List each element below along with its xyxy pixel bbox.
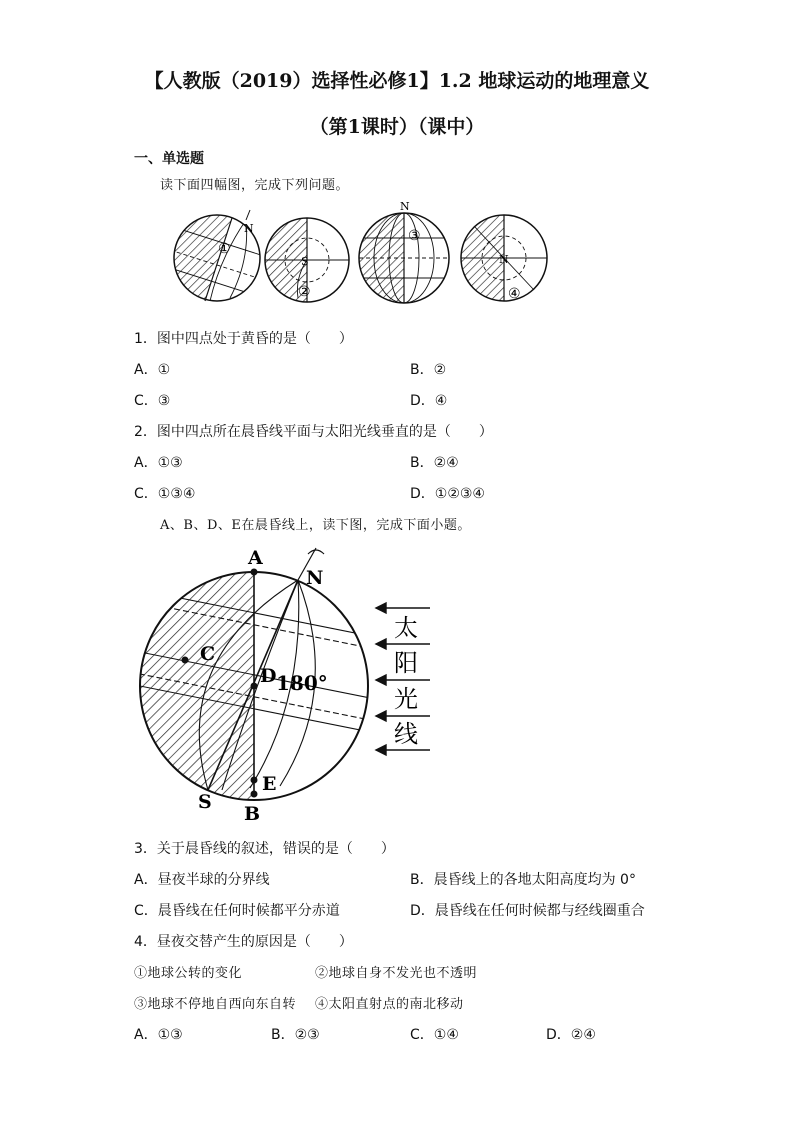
four-globes-figure — [160, 198, 560, 310]
sun-char-4: 线 — [394, 720, 418, 748]
q4-statement-3: ③地球不停地自西向东自转 — [134, 997, 297, 1012]
globe4-north-label: N — [499, 253, 509, 266]
marker-1: ① — [218, 241, 231, 257]
q1-option-b[interactable]: B．② — [410, 362, 447, 378]
question-3-stem: 3．关于晨昏线的叙述，错误的是（ ） — [134, 841, 395, 857]
point-c-dot — [182, 657, 189, 664]
q2-option-a[interactable]: A．①③ — [134, 455, 183, 471]
globe3-north-label: N — [400, 200, 410, 213]
q4-statement-4: ④太阳直射点的南北移动 — [315, 997, 464, 1012]
q4-option-d[interactable]: D．②④ — [546, 1027, 596, 1043]
label-s: S — [198, 791, 212, 813]
label-d: D — [260, 665, 277, 687]
q4-statement-1: ①地球公转的变化 — [134, 966, 243, 981]
page-title: 【人教版（2019）选择性必修1】1.2 地球运动的地理意义 — [144, 70, 650, 92]
point-a-dot — [251, 569, 258, 576]
intro-text-2: A、B、D、E在晨昏线上，读下图，完成下面小题。 — [160, 518, 471, 533]
q4-option-a[interactable]: A．①③ — [134, 1027, 183, 1043]
q1-option-c[interactable]: C．③ — [134, 393, 171, 409]
q3-option-b[interactable]: B．晨昏线上的各地太阳高度均为 0° — [410, 872, 636, 888]
label-e: E — [262, 773, 277, 795]
sun-char-1: 太 — [394, 614, 418, 642]
globe2-south-label: S — [301, 255, 309, 268]
q2-option-b[interactable]: B．②④ — [410, 455, 459, 471]
q4-option-c[interactable]: C．①④ — [410, 1027, 459, 1043]
point-d-dot — [251, 683, 258, 690]
question-4-stem: 4．昼夜交替产生的原因是（ ） — [134, 934, 353, 950]
q3-option-c[interactable]: C．晨昏线在任何时候都平分赤道 — [134, 903, 340, 919]
intro-text-1: 读下面四幅图，完成下列问题。 — [160, 178, 350, 193]
label-180: 180° — [276, 671, 328, 695]
label-c: C — [200, 643, 216, 665]
page-subtitle: （第1课时）（课中） — [309, 116, 485, 138]
q3-option-a[interactable]: A．昼夜半球的分界线 — [134, 872, 270, 888]
globe1-north-label: N — [244, 222, 254, 235]
marker-2: ② — [298, 284, 311, 300]
globe-3 — [359, 213, 449, 303]
sun-char-2: 阳 — [394, 649, 418, 677]
marker-3: ③ — [408, 228, 421, 244]
label-n: N — [306, 567, 324, 589]
label-b: B — [244, 803, 261, 825]
point-e-dot — [251, 777, 258, 784]
label-a: A — [248, 547, 263, 569]
section-heading: 一、单选题 — [134, 151, 204, 167]
point-b-dot — [251, 791, 258, 798]
marker-4: ④ — [508, 286, 521, 302]
q1-option-a[interactable]: A．① — [134, 362, 171, 378]
sun-char-3: 光 — [394, 685, 418, 713]
q2-option-d[interactable]: D．①②③④ — [410, 486, 485, 502]
terminator-globe-figure — [130, 540, 440, 828]
q4-option-b[interactable]: B．②③ — [271, 1027, 320, 1043]
q3-option-d[interactable]: D．晨昏线在任何时候都与经线圈重合 — [410, 903, 645, 919]
q1-option-d[interactable]: D．④ — [410, 393, 448, 409]
question-2-stem: 2．图中四点所在晨昏线平面与太阳光线垂直的是（ ） — [134, 424, 493, 440]
q4-statement-2: ②地球自身不发光也不透明 — [315, 966, 478, 981]
question-1-stem: 1．图中四点处于黄昏的是（ ） — [134, 331, 353, 347]
q2-option-c[interactable]: C．①③④ — [134, 486, 196, 502]
